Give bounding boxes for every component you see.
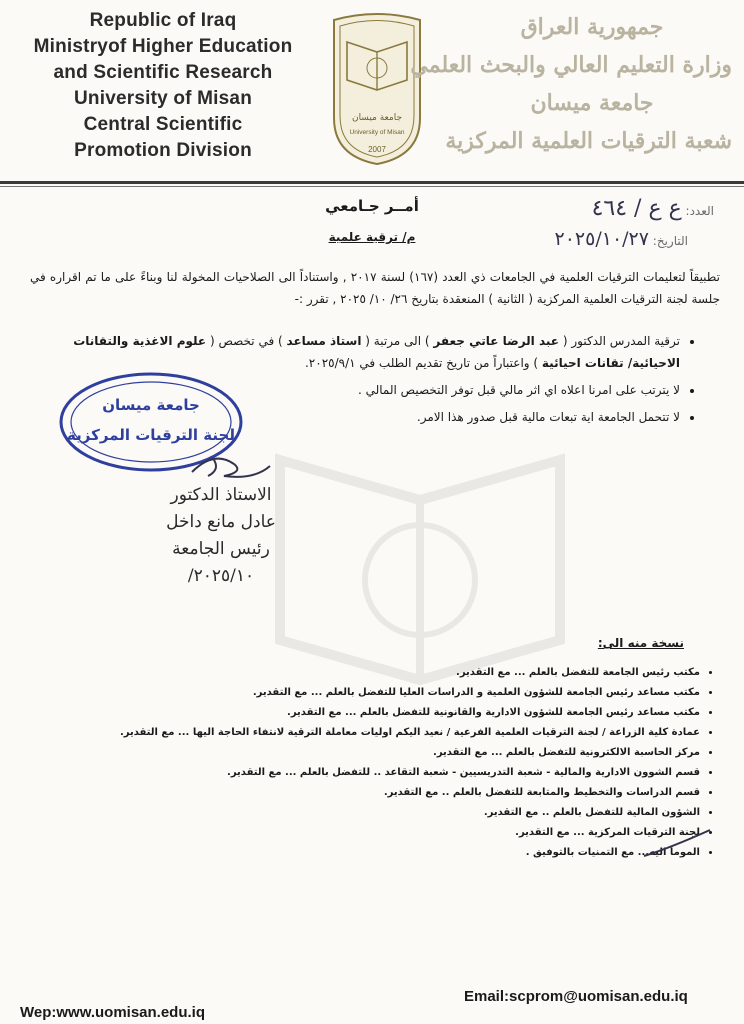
letterhead-line: University of Misan [73,88,252,109]
new-rank: استاذ مساعد [286,334,362,348]
footer [0,984,744,1024]
decision-text: ) في تخصص ( [209,334,283,348]
copy-recipient: • قسم الدراسات والتخطيط والمتابعة للتفضل بالعلم .. مع التقدير. [60,783,700,803]
letterhead-line: Republic of Iraq [89,10,237,31]
signature-scribble [184,446,276,486]
copies-title: نسخة منه الى: [597,636,684,650]
stamp-bottom-text: لجنة الترقيات المركزية [67,426,235,444]
copy-recipient: • مكتب مساعد رئيس الجامعة للشؤون العلمية و الدراسات العليا للتفضل بالعلم ... مع التقدير. [60,683,700,703]
header-divider-thin [0,186,744,187]
decision-item [20,330,680,374]
copy-recipient: • عمادة كلية الزراعة / لجنة الترقيات العلمية الفرعية / نعيد اليكم اوليات معاملة الترقية لانتفاء الحاجة اليها ... مع التقدير. [60,723,700,743]
copy-recipient: • مكتب رئيس الجامعة للتفضل بالعلم ... مع التقدير. [60,663,700,683]
copy-recipient: • الشؤون المالية للتفضل بالعلم .. مع التقدير. [60,803,700,823]
check-mark-icon [640,826,714,862]
copy-recipient: • الموما اليه... مع التمنيات بالتوفيق . [60,843,700,863]
letterhead-line: جامعة ميسان [530,90,654,116]
promoted-name: عبد الرضا عاتي جعفر [433,334,559,348]
letterhead-line: وزارة التعليم العالي والبحث العلمي [410,52,732,78]
order-preamble: تطبيقاً لتعليمات الترقيات العلمية في الجامعات ذي العدد (١٦٧) لسنة ٢٠١٧ , واستناداً الى الصلاحيات المخولة لنا وبناءً على ما تم اقراره في جلسة لجنة الترقيات العلمية المركزية ( الثانية ) المنعقدة بتاريخ ٢٦/ ١٠/ ٢٠٢٥ , تقرر :- [30,270,720,306]
letterhead-line: Promotion Division [74,140,252,161]
date-value: ٢٠٢٥/١٠/٢٧ [554,228,649,250]
english-letterhead [18,8,308,164]
copy-recipient: • لجنة الترقيات المركزية ... مع التقدير. [60,823,700,843]
order-subject: م/ ترقية علمية [328,230,416,244]
letterhead-line: Ministryof Higher Education [33,36,293,57]
specialty: علوم الاغذية والتقانات الاحيائية/ تقانات احيائية [73,334,680,370]
decision-text: ترقية المدرس الدكتور ( [562,334,680,348]
website-link[interactable]: Wep:www.uomisan.edu.iq [20,1004,206,1021]
number-value: ع ع / ٤٦٤ [591,196,682,221]
decision-text: ) الى مرتبة ( [365,334,430,348]
letterhead-line: جمهورية العراق [520,14,664,40]
signer-name: عادل مانع داخل [166,512,276,532]
signer-title: الاستاذ الدكتور [170,485,272,505]
letterhead-line: شعبة الترقيات العلمية المركزية [445,128,732,154]
decision-item: • لا يترتب على امرنا اعلاه اي اثر مالي قبل توفر التخصيص المالي . [20,379,680,401]
university-logo [322,6,432,166]
number-label: العدد: [685,204,714,218]
copies-list [60,663,730,863]
email-link[interactable]: Email:scprom@uomisan.edu.iq [464,988,688,1005]
logo-english-text: University of Misan [349,129,405,136]
header-divider [0,181,744,184]
signature-block [146,482,296,590]
signer-position: رئيس الجامعة [172,539,270,559]
arabic-letterhead [410,8,732,160]
decision-item: • لا تتحمل الجامعة اية تبعات مالية قبل صدور هذا الامر. [20,406,680,428]
copy-recipient: • مركز الحاسبة الالكترونية للتفضل بالعلم ... مع التقدير. [60,743,700,763]
copy-recipient: • مكتب مساعد رئيس الجامعة للشؤون الادارية والقانونية للتفضل بالعلم ... مع التقدير. [60,703,700,723]
stamp-top-text: جامعة ميسان [102,396,200,414]
logo-arabic-text: جامعة ميسان [351,113,403,123]
date-label: التاريخ: [652,234,688,248]
copy-recipient: • قسم الشوون الادارية والمالية - شعبة التدريسيين - شعبة التقاعد .. للتفضل بالعلم ... مع التقدير. [60,763,700,783]
letterhead-line: Central Scientific [83,114,243,135]
logo-year: 2007 [368,145,386,154]
order-title: أمــر جـامعي [325,197,419,215]
decision-text: ) واعتباراً من تاريخ تقديم الطلب في ٢٠٢٥/٩/١. [304,356,539,370]
letterhead-line: and Scientific Research [53,62,273,83]
signature-date: ٢٠٢٥/١٠/ [187,566,255,586]
